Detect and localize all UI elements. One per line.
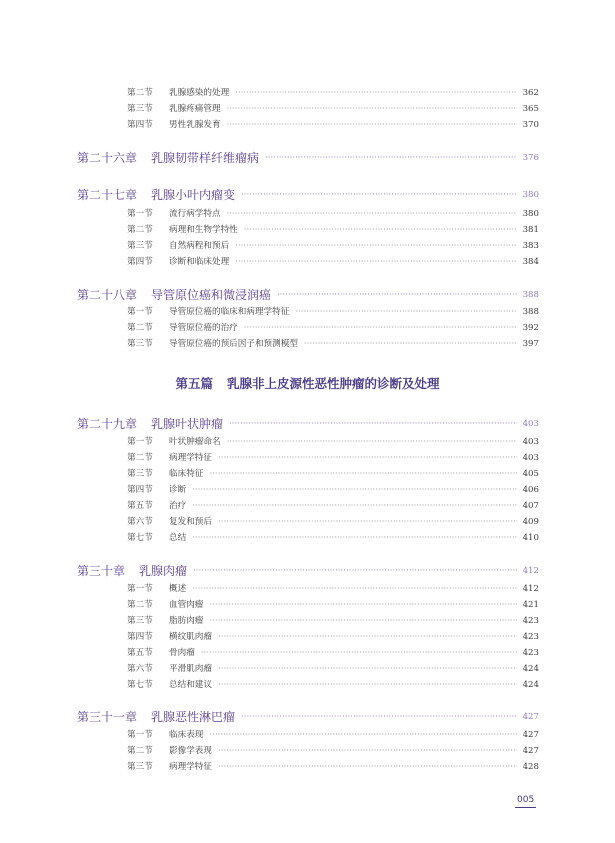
entry-number: 第二节 [127,88,153,98]
dot-leader [218,451,517,465]
entry-number: 第二节 [127,600,153,610]
dot-leader [241,707,517,727]
entry-title: 流行病学特点 [169,209,221,219]
entry-page: 424 [522,680,539,690]
entry-page: 427 [522,746,539,756]
entry-number: 第二节 [127,225,153,235]
toc-section[interactable] [127,760,539,774]
entry-title: 乳腺小叶内瘤变 [151,188,236,202]
dot-leader [218,744,517,758]
entry-page: 424 [522,664,539,674]
toc-section[interactable] [127,337,539,351]
entry-page: 428 [522,762,539,772]
toc-section[interactable] [127,435,539,449]
entry-page: 403 [522,419,539,429]
dot-leader [304,337,517,351]
entry-page: 410 [522,533,539,543]
dot-leader [192,483,516,497]
toc-section[interactable] [127,255,539,269]
dot-leader [218,760,517,774]
entry-number: 第六节 [127,664,153,674]
dot-leader [218,662,517,676]
entry-number: 第二十七章 [77,188,138,202]
entry-title: 乳腺感染的处理 [169,88,230,98]
dot-leader [209,614,516,628]
entry-number: 第四节 [127,485,153,495]
entry-title: 病理和生物学特性 [169,225,238,235]
entry-page: 376 [522,153,539,163]
entry-title: 总结和建议 [169,680,212,690]
entry-title: 叶状肿瘤命名 [169,437,221,447]
entry-page: 388 [522,290,539,300]
entry-title: 脂肪肉瘤 [169,616,204,626]
toc-section[interactable] [127,531,539,545]
entry-page: 383 [522,241,539,251]
part-heading [0,374,615,392]
dot-leader [235,86,516,100]
entry-title: 导管原位癌和微浸润癌 [151,288,272,302]
entry-number: 第三节 [127,339,153,349]
entry-number: 第二节 [127,746,153,756]
part-title: 乳腺非上皮源性恶性肿瘤的诊断及处理 [227,376,440,391]
entry-number: 第五节 [127,501,153,511]
entry-page: 380 [522,190,539,200]
entry-page: 412 [522,584,539,594]
entry-page: 362 [522,88,539,98]
toc-section[interactable] [127,223,539,237]
entry-number: 第二十六章 [77,151,138,165]
dot-leader [227,102,517,116]
dot-leader [235,239,516,253]
toc-chapter[interactable] [77,561,539,581]
entry-number: 第三节 [127,762,153,772]
entry-page: 392 [522,323,539,333]
dot-leader [192,582,516,596]
part-number: 第五篇 [175,376,213,391]
toc-section[interactable] [127,207,539,221]
entry-page: 397 [522,339,539,349]
dot-leader [209,598,516,612]
entry-title: 导管原位癌的治疗 [169,323,238,333]
entry-number: 第三十一章 [77,710,138,724]
dot-leader [209,467,516,481]
entry-number: 第二十八章 [77,288,138,302]
entry-title: 男性乳腺发育 [169,120,221,130]
page-number: 005 [517,795,535,805]
toc-section[interactable] [127,102,539,116]
entry-number: 第三十章 [77,564,126,578]
entry-page: 423 [522,616,539,626]
entry-page: 427 [522,712,539,722]
dot-leader [227,207,517,221]
entry-title: 乳腺恶性淋巴瘤 [151,710,236,724]
entry-page: 423 [522,632,539,642]
entry-title: 血管肉瘤 [169,600,204,610]
entry-page: 403 [522,437,539,447]
entry-page: 405 [522,469,539,479]
entry-page: 407 [522,501,539,511]
toc-section[interactable] [127,662,539,676]
entry-page: 406 [522,485,539,495]
entry-page: 381 [522,225,539,235]
entry-page: 403 [522,453,539,463]
entry-page: 412 [522,566,539,576]
dot-leader [192,531,516,545]
entry-number: 第三节 [127,241,153,251]
dot-leader [193,561,517,581]
entry-title: 自然病程和预后 [169,241,230,251]
toc-chapter[interactable] [77,185,539,205]
dot-leader [218,678,517,692]
entry-page: 365 [522,104,539,114]
entry-title: 总结 [169,533,187,543]
dot-leader [229,414,517,434]
toc-section[interactable] [127,728,539,742]
entry-number: 第四节 [127,632,153,642]
entry-page: 409 [522,517,539,527]
entry-number: 第一节 [127,730,153,740]
toc-section[interactable] [127,515,539,529]
toc-chapter[interactable] [77,707,539,727]
entry-number: 第二节 [127,453,153,463]
entry-number: 第三节 [127,616,153,626]
toc-section[interactable] [127,582,539,596]
entry-number: 第四节 [127,120,153,130]
entry-number: 第二节 [127,323,153,333]
entry-number: 第三节 [127,104,153,114]
entry-title: 乳腺肉瘤 [139,564,188,578]
dot-leader [227,435,517,449]
dot-leader [218,630,517,644]
toc-section[interactable] [127,646,539,660]
entry-title: 复发和预后 [169,517,212,527]
entry-title: 临床特征 [169,469,204,479]
toc-section[interactable] [127,483,539,497]
entry-title: 乳腺叶状肿瘤 [151,417,224,431]
toc-section[interactable] [127,744,539,758]
entry-title: 乳腺疼痛管理 [169,104,221,114]
dot-leader [277,285,517,305]
entry-title: 临床表现 [169,730,204,740]
entry-title: 概述 [169,584,187,594]
dot-leader [235,255,516,269]
toc-section[interactable] [127,239,539,253]
entry-title: 骨肉瘤 [169,648,195,658]
toc-section[interactable] [127,614,539,628]
entry-title: 病理学特征 [169,762,212,772]
entry-number: 第五节 [127,648,153,658]
toc-section[interactable] [127,451,539,465]
dot-leader [244,321,517,335]
entry-title: 诊断和临床处理 [169,257,230,267]
toc-section[interactable] [127,467,539,481]
toc-section[interactable] [127,118,539,132]
dot-leader [244,223,517,237]
entry-number: 第二十九章 [77,417,138,431]
dot-leader [265,148,517,168]
dot-leader [192,499,516,513]
entry-title: 导管原位癌的预后因子和预测模型 [169,339,298,349]
entry-number: 第四节 [127,257,153,267]
toc-section[interactable] [127,678,539,692]
entry-page: 421 [522,600,539,610]
entry-title: 治疗 [169,501,187,511]
toc-section[interactable] [127,499,539,513]
entry-page: 380 [522,209,539,219]
toc-chapter[interactable] [77,414,539,434]
dot-leader [218,515,517,529]
entry-number: 第七节 [127,680,153,690]
entry-page: 423 [522,648,539,658]
entry-title: 乳腺韧带样纤维瘤病 [151,151,260,165]
toc-section[interactable] [127,86,539,100]
dot-leader [201,646,517,660]
entry-number: 第一节 [127,307,153,317]
toc-section[interactable] [127,321,539,335]
toc-section[interactable] [127,305,539,319]
entry-page: 384 [522,257,539,267]
entry-title: 影像学表现 [169,746,212,756]
entry-title: 平滑肌肉瘤 [169,664,212,674]
dot-leader [227,118,517,132]
entry-number: 第一节 [127,437,153,447]
dot-leader [241,185,517,205]
entry-page: 427 [522,730,539,740]
entry-title: 病理学特征 [169,453,212,463]
entry-number: 第一节 [127,209,153,219]
toc-section[interactable] [127,630,539,644]
entry-number: 第一节 [127,584,153,594]
toc-chapter[interactable] [77,148,539,168]
entry-title: 导管原位癌的临床和病理学特征 [169,307,290,317]
toc-chapter[interactable] [77,285,539,305]
entry-number: 第三节 [127,469,153,479]
toc-section[interactable] [127,598,539,612]
entry-page: 388 [522,307,539,317]
entry-number: 第六节 [127,517,153,527]
dot-leader [209,728,516,742]
dot-leader [295,305,516,319]
entry-title: 诊断 [169,485,187,495]
entry-number: 第七节 [127,533,153,543]
entry-page: 370 [522,120,539,130]
entry-title: 横纹肌肉瘤 [169,632,212,642]
